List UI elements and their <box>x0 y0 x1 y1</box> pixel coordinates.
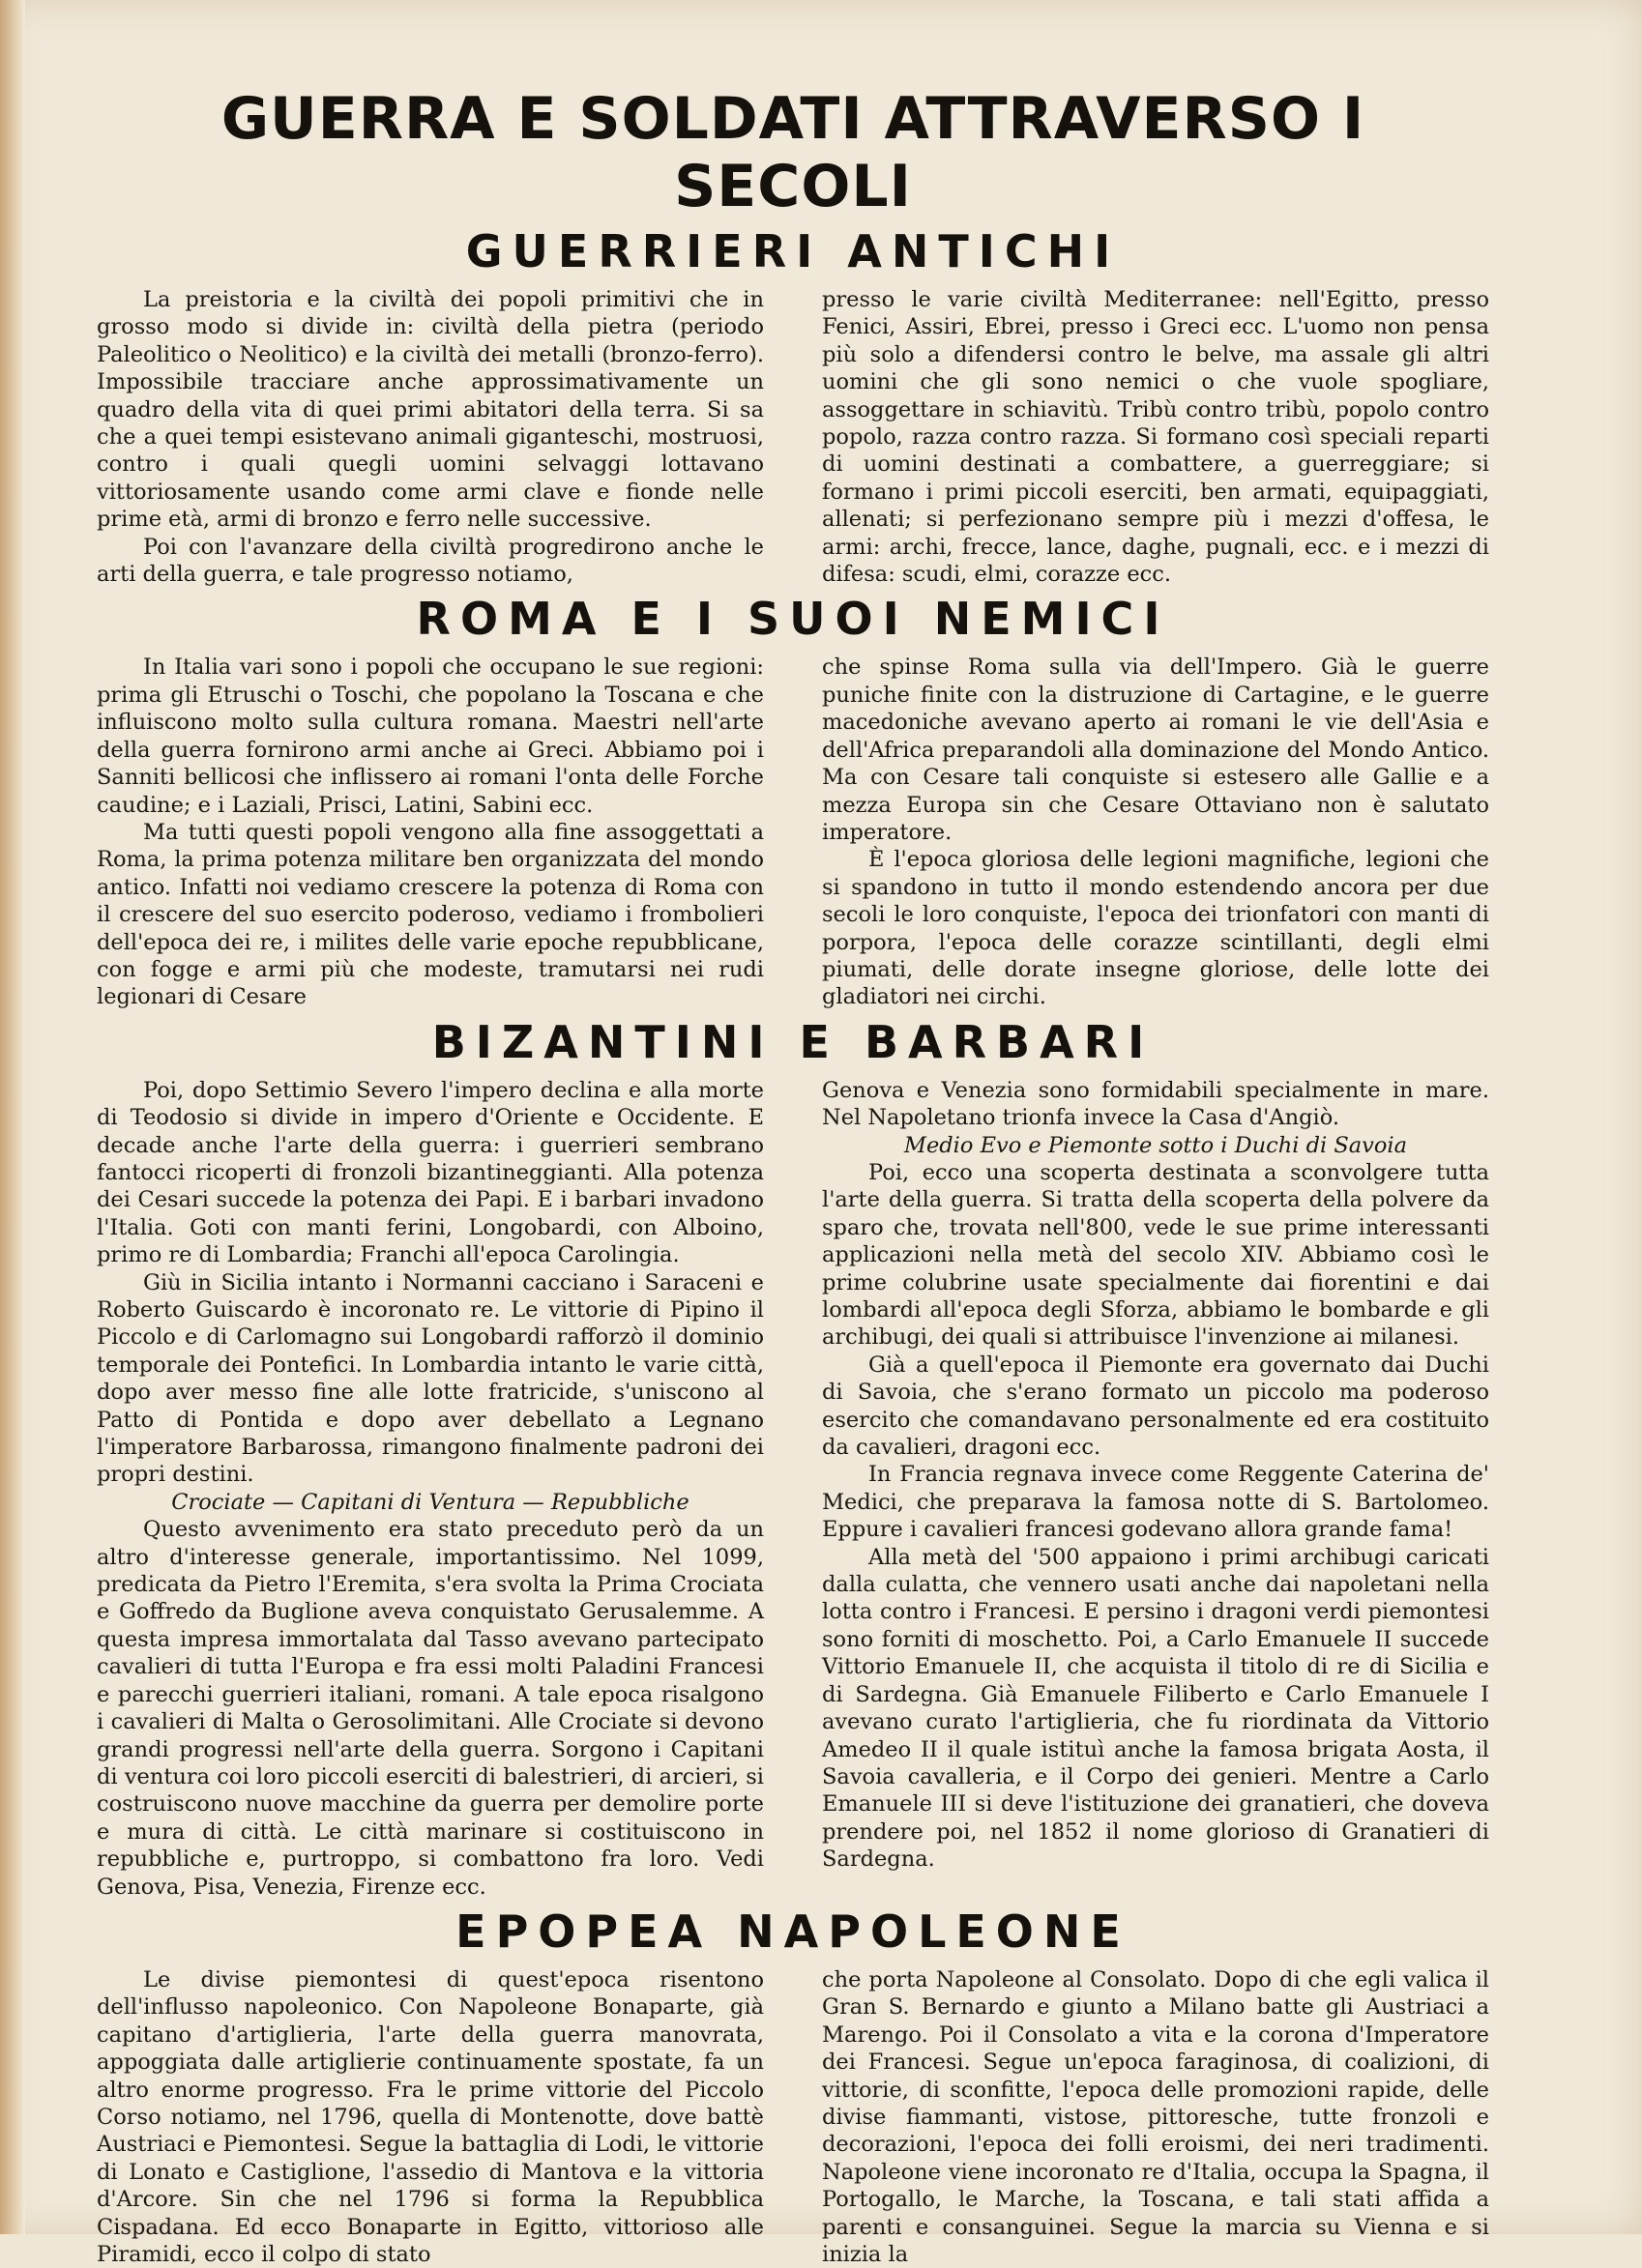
article <box>97 58 1489 2268</box>
section-columns <box>97 1077 1489 1901</box>
left-column <box>97 286 764 588</box>
section-columns <box>97 654 1489 1010</box>
paragraph: Questo avvenimento era stato preceduto però da un altro d'interesse generale, importantissimo. Nel 1099, predicata da Pietro l'Eremita, s'era svolta la Prima Crociata e Goffredo da Buglione aveva conquistato Gerusalemme. A questa impresa immortalata dal Tasso avevano partecipato cavalieri di tutta l'Europa e fra essi molti Paladini Francesi e parecchi guerrieri italiani, romani. A tale epoca risalgono i cavalieri di Malta o Gerosolimitani. Alle Crociate si devono grandi progressi nell'arte della guerra. Sorgono i Capitani di ventura coi loro piccoli eserciti di balestrieri, di arcieri, si costruiscono nuove macchine da guerra per demolire porte e mura di città. Le città marinare si costituiscono in repubbliche e, purtroppo, si combattono fra loro. Vedi Genova, Pisa, Venezia, Firenze ecc. <box>97 1517 764 1900</box>
section-columns <box>97 1966 1489 2268</box>
right-column <box>822 654 1489 1010</box>
left-column <box>97 1966 764 2268</box>
section-heading-bizantini: BIZANTINI E BARBARI <box>431 1015 1155 1068</box>
paragraph: Poi, ecco una scoperta destinata a sconvolgere tutta l'arte della guerra. Si tratta della scoperta della polvere da sparo che, trovata nell'800, vede le sue prime interessanti applicazioni nella metà del secolo XIV. Abbiamo così le prime colubrine usate specialmente dai fiorentini e dai lombardi all'epoca degli Sforza, abbiamo le bombarde e gli archibugi, dei quali si attribuisce l'invenzione ai milanesi. <box>822 1159 1489 1351</box>
paragraph: La preistoria e la civiltà dei popoli primitivi che in grosso modo si divide in: civiltà della pietra (periodo Paleolitico o Neolitico) e la civiltà dei metalli (bronzo-ferro). Impossibile tracciare anche approssimativamente un quadro della vita di quei primi abitatori della terra. Si sa che a quei tempi esistevano animali giganteschi, mostruosi, contro i quali quegli uomini selvaggi lottavano vittoriosamente usando come armi clave e fionde nelle prime età, armi di bronzo e ferro nelle successive. <box>97 287 764 533</box>
paragraph: Poi, dopo Settimio Severo l'impero declina e alla morte di Teodosio si divide in impero d'Oriente e Occidente. E decade anche l'arte della guerra: i guerrieri sembrano fantocci ricoperti di fronzoli bizantineggianti. Alla potenza dei Cesari succede la potenza dei Papi. E i barbari invadono l'Italia. Goti con manti ferini, Longobardi, con Alboino, primo re di Lombardia; Franchi all'epoca Carolingia. <box>97 1077 764 1268</box>
section-heading-epopea: EPOPEA NAPOLEONE <box>455 1905 1130 1958</box>
paragraph: Poi con l'avanzare della civiltà progredirono anche le arti della guerra, e tale progresso notiamo, <box>97 534 764 588</box>
subheading: Crociate — Capitani di Ventura — Repubbliche <box>171 1489 689 1515</box>
right-column <box>822 1966 1489 2268</box>
section-heading-guerrieri-antichi: GUERRIERI ANTICHI <box>465 225 1121 277</box>
paragraph: Le divise piemontesi di quest'epoca risentono dell'influsso napoleonico. Con Napoleone Bonaparte, già capitano d'artiglieria, l'arte della guerra manovrata, appoggiata dalle artiglierie continuamente spostate, fa un altro enorme progresso. Fra le prime vittorie del Piccolo Corso notiamo, nel 1796, quella di Montenotte, dove battè Austriaci e Piemontesi. Segue la battaglia di Lodi, le vittorie di Lonato e Castiglione, l'assedio di Mantova e la vittoria d'Arcore. Sin che nel 1796 si forma la Repubblica Cispadana. Ed ecco Bonaparte in Egitto, vittorioso alle Piramidi, ecco il colpo di stato <box>97 1966 764 2267</box>
right-column <box>822 286 1489 588</box>
page-gutter <box>0 0 25 2234</box>
paragraph: In Francia regnava invece come Reggente Caterina de' Medici, che preparava la famosa notte di S. Bartolomeo. Eppure i cavalieri francesi godevano allora grande fama! <box>822 1462 1489 1543</box>
paragraph: Alla metà del '500 appaiono i primi archibugi caricati dalla culatta, che vennero usati anche dai napoletani nella lotta contro i Francesi. E persino i dragoni verdi piemontesi sono forniti di moschetto. Poi, a Carlo Emanuele II succede Vittorio Emanuele II, che acquista il titolo di re di Sicilia e di Sardegna. Già Emanuele Filiberto e Carlo Emanuele I avevano curato l'artiglieria, che fu riordinata da Vittorio Amedeo II il quale istituì anche la famosa brigata Aosta, il Savoia cavalleria, e il Corpo dei genieri. Mentre a Carlo Emanuele III si deve l'istituzione dei granatieri, che doveva prendere poi, nel 1852 il nome glorioso di Granatieri di Sardegna. <box>822 1544 1489 1873</box>
paragraph: È l'epoca gloriosa delle legioni magnifiche, legioni che si spandono in tutto il mondo estendendo ancora per due secoli le loro conquiste, l'epoca dei trionfatori con manti di porpora, l'epoca delle corazze scintillanti, degli elmi piumati, delle dorate insegne gloriose, delle lotte dei gladiatori nei circhi. <box>822 847 1489 1010</box>
right-column <box>822 1077 1489 1901</box>
section-columns <box>97 286 1489 588</box>
paragraph: In Italia vari sono i popoli che occupano le sue regioni: prima gli Etruschi o Toschi, che popolano la Toscana e che influiscono molto sulla cultura romana. Maestri nell'arte della guerra fornirono armi anche ai Greci. Abbiamo poi i Sanniti bellicosi che inflissero ai romani l'onta delle Forche caudine; e i Laziali, Prisci, Latini, Sabini ecc. <box>97 654 764 818</box>
subheading: Medio Evo e Piemonte sotto i Duchi di Savoia <box>903 1132 1408 1158</box>
paragraph: che porta Napoleone al Consolato. Dopo di che egli valica il Gran S. Bernardo e giunto a Milano batte gli Austriaci a Marengo. Poi il Consolato a vita e la corona d'Imperatore dei Francesi. Segue un'epoca faraginosa, di coalizioni, di vittorie, di sconfitte, l'epoca delle promozioni rapide, delle divise fiammanti, vistose, pittoresche, tutte fronzoli e decorazioni, l'epoca dei folli eroismi, dei neri tradimenti. Napoleone viene incoronato re d'Italia, occupa la Spagna, il Portogallo, le Marche, la Toscana, e tali stati affida a parenti e consanguinei. Segue la marcia su Vienna e si inizia la <box>822 1966 1489 2267</box>
left-column <box>97 1077 764 1901</box>
paragraph: presso le varie civiltà Mediterranee: nell'Egitto, presso Fenici, Assiri, Ebrei, presso i Greci ecc. L'uomo non pensa più solo a difendersi contro le belve, ma assale gli altri uomini che gli sono nemici o che vuole spogliare, assoggettare in schiavitù. Tribù contro tribù, popolo contro popolo, razza contro razza. Si formano così speciali reparti di uomini destinati a combattere, a guerreggiare; si formano i primi piccoli eserciti, ben armati, equipaggiati, allenati; si perfezionano sempre più i mezzi d'offesa, le armi: archi, frecce, lance, daghe, pugnali, ecc. e i mezzi di difesa: scudi, elmi, corazze ecc. <box>822 287 1489 588</box>
paragraph: Già a quell'epoca il Piemonte era governato dai Duchi di Savoia, che s'erano formato un piccolo ma poderoso esercito che comandavano personalmente ed era costituito da cavalieri, dragoni ecc. <box>822 1352 1489 1461</box>
left-column <box>97 654 764 1010</box>
section-heading-roma: ROMA E I SUOI NEMICI <box>416 593 1170 646</box>
paragraph: Ma tutti questi popoli vengono alla fine assoggettati a Roma, la prima potenza militare ben organizzata del mondo antico. Infatti noi vediamo crescere la potenza di Roma con il crescere del suo esercito poderoso, vediamo i frombolieri dell'epoca dei re, i milites delle varie epoche repubblicane, con fogge e armi più che modeste, tramutarsi nei rudi legionari di Cesare <box>97 819 764 1010</box>
paragraph: Giù in Sicilia intanto i Normanni cacciano i Saraceni e Roberto Guiscardo è incoronato re. Le vittorie di Pipino il Piccolo e di Carlomagno sui Longobardi rafforzò il dominio temporale dei Pontefici. In Lombardia intanto le varie città, dopo aver messo fine alle lotte fratricide, s'uniscono al Patto di Pontida e dopo aver debellato a Legnano l'imperatore Barbarossa, rimangono finalmente padroni dei propri destini. <box>97 1269 764 1488</box>
paragraph: che spinse Roma sulla via dell'Impero. Già le guerre puniche finite con la distruzione di Cartagine, e le guerre macedoniche avevano aperto ai romani le vie dell'Asia e dell'Africa preparandoli alla dominazione del Mondo Antico. Ma con Cesare tali conquiste si estesero alle Gallie e a mezza Europa sin che Cesare Ottaviano non è salutato imperatore. <box>822 654 1489 845</box>
paragraph: Genova e Venezia sono formidabili specialmente in mare. Nel Napoletano trionfa invece la Casa d'Angiò. <box>822 1077 1489 1131</box>
article-title: GUERRA E SOLDATI ATTRAVERSO I SECOLI <box>220 85 1365 220</box>
